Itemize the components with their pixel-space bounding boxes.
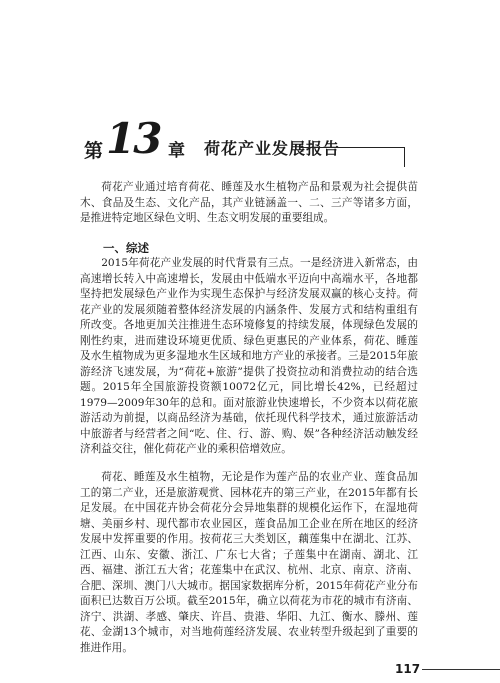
- page-number: 117: [395, 662, 421, 676]
- body-paragraph-2: 荷花、睡莲及水生植物，无论是作为莲产品的农业产业、莲食品加工的第二产业，还是旅游观赏、园林花卉的第三产业，在2015年都有长足发展。在中国花卉协会荷花分会异地集群的规模化运作下，在湿地荷塘、美丽乡村、现代都市农业园区，莲食品加工企业在所在地区的经济发展中发挥重要的作用。按荷花三大类划区，藕莲集中在湖北、江苏、江西、山东、安徽、浙江、广东七大省；子莲集中在湖南、湖北、江西、福建、浙江五大省；花莲集中在武汉、杭州、北京、南京、济南、合肥、深圳、澳门八大城市。据国家数据库分析，2015年荷花产业分布面积已达数百万公顷。截至2015年，确立以荷花为市花的城市有济南、济宁、洪湖、孝感、肇庆、许昌、贵港、华阳、九江、衡水、滕州、莲花、金湖13个城市，对当地荷莲经济发展、农业转型升级起到了重要的推进作用。: [80, 471, 418, 654]
- chapter-number: 13: [106, 114, 161, 163]
- body-paragraph-1: 2015年荷花产业发展的时代背景有三点。一是经济进入新常态，由高速增长转入中高速增长，发展由中低端水平迈向中高端水平，各地都坚持把发展绿色产业作为实现生态保护与经济发展双赢的核心支持。荷花产业的发展须随着整体经济发展的内涵条件、发展方式和结构重组有所改变。各地更加关注推进生态环境修复的持续发展，体现绿色发展的刚性约束，进而建设环境更优质、绿色更惠民的产业体系，荷花、睡莲及水生植物成为更多湿地水生区域和地方产业的承接者。三是2015年旅游经济飞速发展，为“荷花+旅游”提供了投资拉动和消费拉动的结合选题。2015年全国旅游投资额10072亿元，同比增长42%，已经超过1979—2009年30年的总和。面对旅游业快速增长，不少资本以荷花旅游活动为前提，以商品经济为基础，依托现代科学技术，通过旅游活动中旅游者与经营者之间“吃、住、行、游、购、娱”各种经济活动触发经济利益交往，催化荷花产业的乘积倍增效应。: [80, 257, 418, 455]
- chapter-label-suffix: 章: [168, 141, 185, 161]
- chapter-label-prefix: 第: [84, 140, 104, 162]
- chapter-title-rule: [299, 147, 405, 148]
- footer-rule: [422, 669, 500, 670]
- chapter-title-rule-tick: [404, 147, 405, 167]
- chapter-heading: [84, 114, 424, 163]
- section-heading: 一、综述: [103, 241, 149, 255]
- intro-paragraph: 荷花产业通过培育荷花、睡莲及水生植物产品和景观为社会提供苗木、食品及生态、文化产品，其产业链涵盖一、二、三产等诸多方面，是推进特定地区绿色文明、生态文明发展的重要组成。: [80, 181, 418, 224]
- chapter-title: 荷花产业发展报告: [204, 139, 341, 158]
